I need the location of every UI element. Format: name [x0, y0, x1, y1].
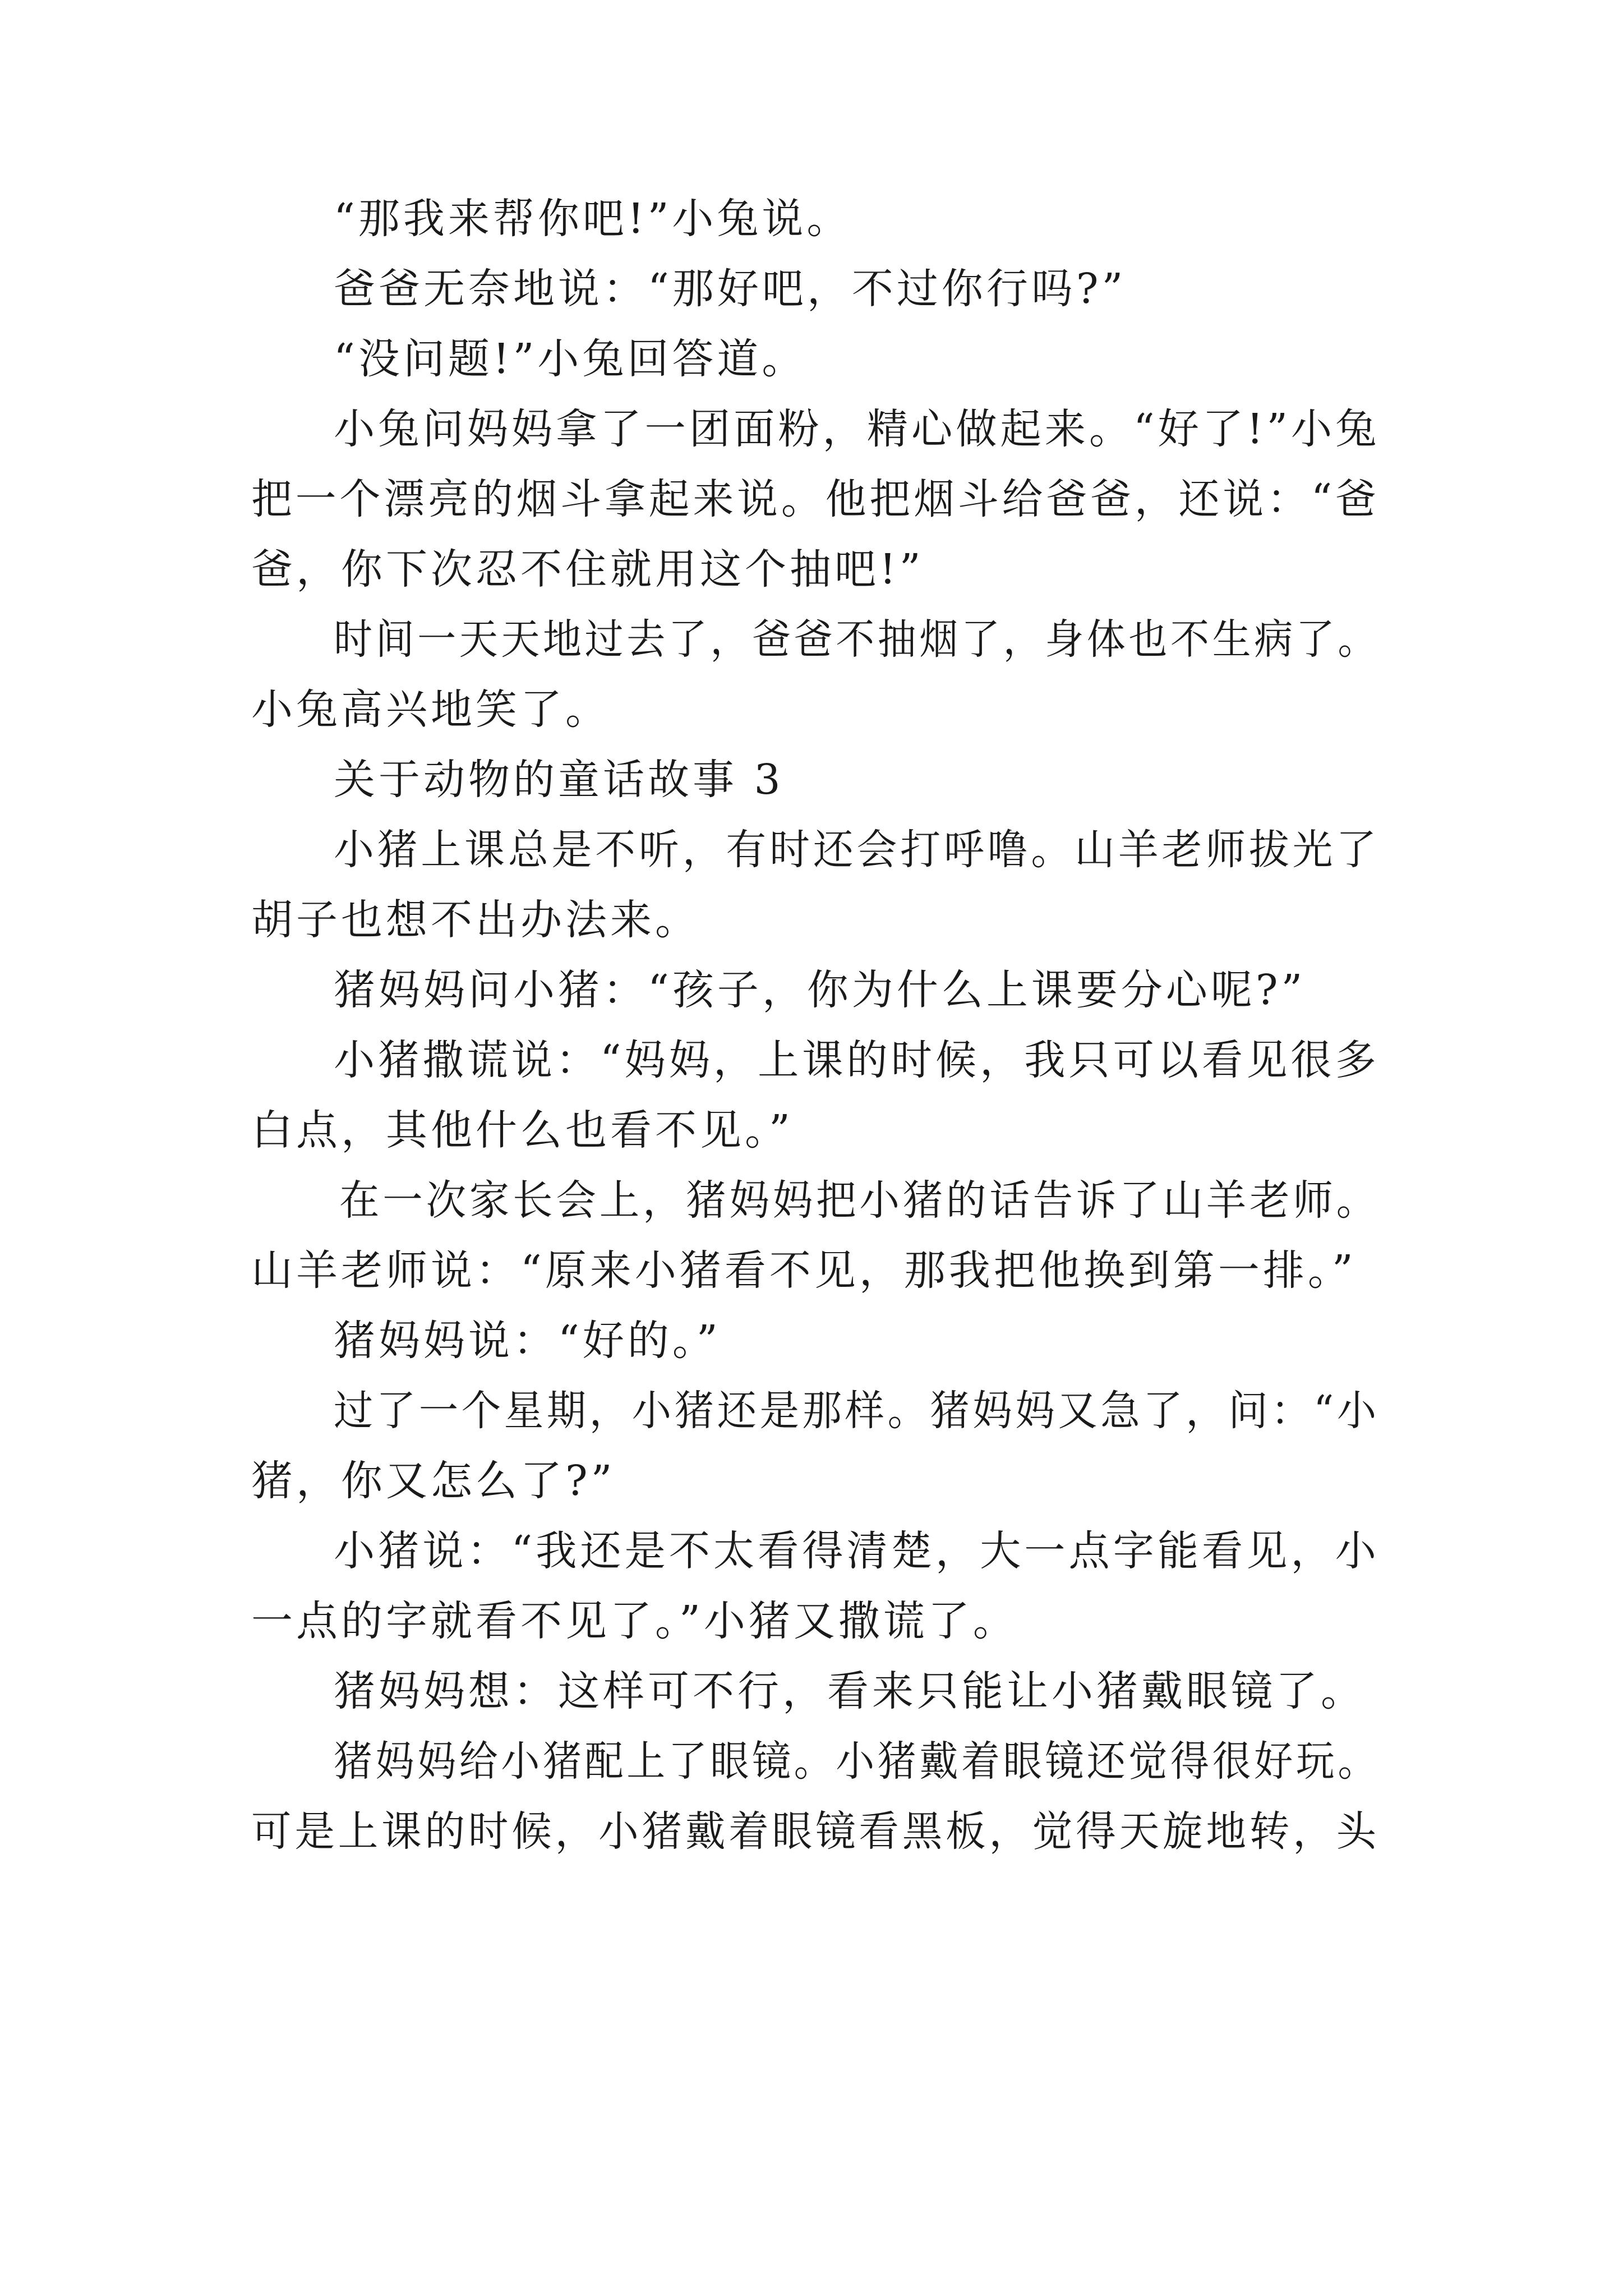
- text-line: 猪，你又怎么了?”: [251, 1457, 616, 1505]
- text-line: 小猪说：“我还是不太看得清楚，大一点字能看见，小: [334, 1527, 1380, 1575]
- text-line: 小猪撒谎说：“妈妈，上课的时候，我只可以看见很多: [334, 1036, 1380, 1084]
- text-line: 猪妈妈想：这样可不行，看来只能让小猪戴眼镜了。: [334, 1667, 1366, 1715]
- text-line: 胡子也想不出办法来。: [251, 896, 700, 944]
- text-line: “那我来帮你吧!”小兔说。: [334, 195, 852, 243]
- text-line: “没问题!”小兔回答道。: [334, 335, 807, 383]
- text-line: 山羊老师说：“原来小猪看不见，那我把他换到第一排。”: [251, 1246, 1357, 1295]
- text-line: 可是上课的时候，小猪戴着眼镜看黑板，觉得天旋地转，头: [251, 1807, 1380, 1856]
- text-line: 爸，你下次忍不住就用这个抽吧!”: [251, 545, 924, 593]
- text-line: 在一次家长会上，猪妈妈把小猪的话告诉了山羊老师。: [339, 1176, 1380, 1225]
- text-line: 猪妈妈给小猪配上了眼镜。小猪戴着眼镜还觉得很好玩。: [334, 1737, 1380, 1786]
- text-line: 时间一天天地过去了，爸爸不抽烟了，身体也不生病了。: [334, 615, 1380, 664]
- section-heading: 关于动物的童话故事 3: [334, 756, 784, 804]
- text-line: 爸爸无奈地说：“那好吧，不过你行吗?”: [334, 265, 1127, 313]
- text-line: 小兔问妈妈拿了一团面粉，精心做起来。“好了!”小兔: [334, 405, 1380, 453]
- text-line: 白点，其他什么也看不见。”: [251, 1106, 794, 1154]
- text-line: 小猪上课总是不听，有时还会打呼噜。山羊老师拔光了: [334, 826, 1380, 874]
- text-line: 小兔高兴地笑了。: [251, 685, 610, 734]
- text-line: 过了一个星期，小猪还是那样。猪妈妈又急了，问：“小: [334, 1387, 1380, 1435]
- text-line: 把一个漂亮的烟斗拿起来说。他把烟斗给爸爸，还说：“爸: [251, 475, 1380, 523]
- text-line: 猪妈妈问小猪：“孩子，你为什么上课要分心呢?”: [334, 966, 1306, 1014]
- text-line: 一点的字就看不见了。”小猪又撒谎了。: [251, 1597, 1018, 1645]
- text-line: 猪妈妈说：“好的。”: [334, 1317, 721, 1365]
